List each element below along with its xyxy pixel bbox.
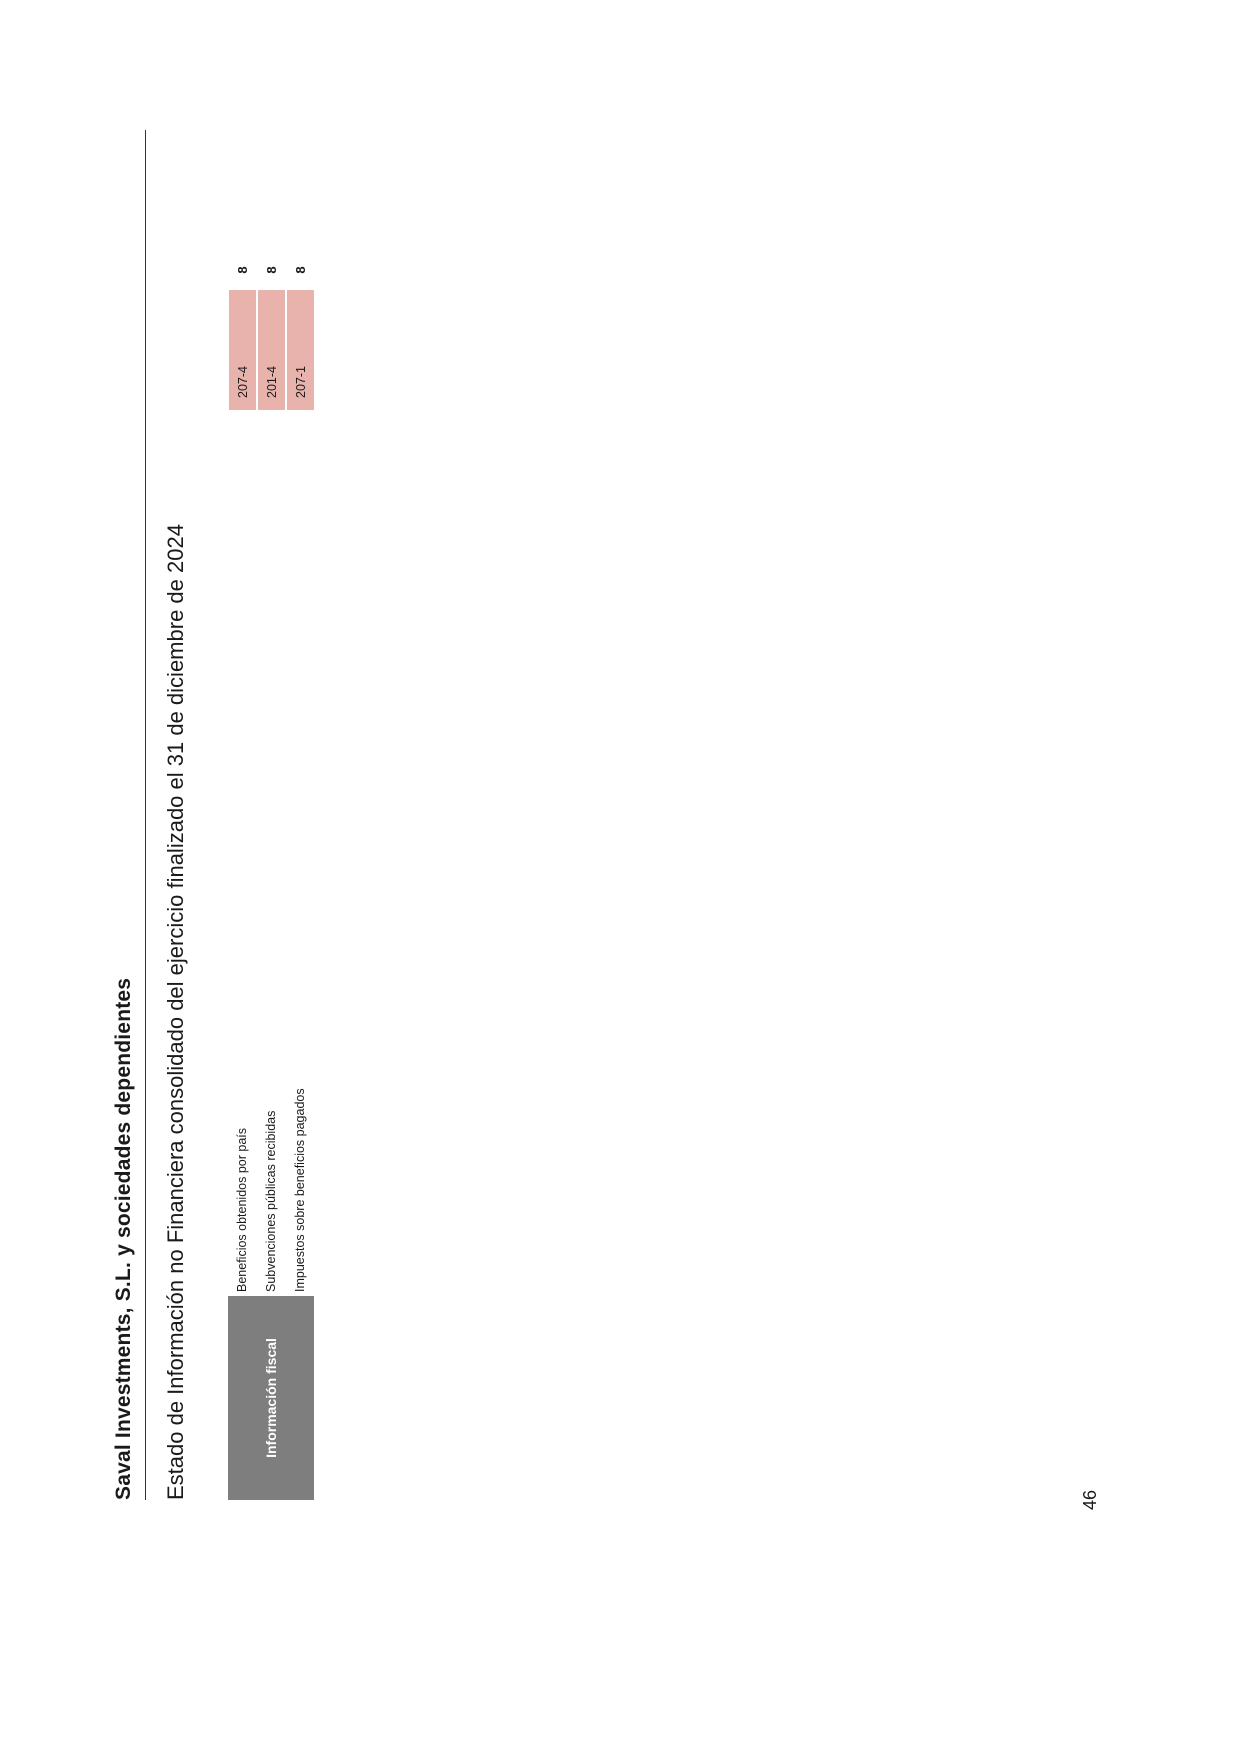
indicator-row: Beneficios obtenidos por país (235, 1128, 249, 1292)
gri-code-cell: 207-4 (229, 290, 257, 410)
company-title: Saval Investments, S.L. y sociedades dependientes (112, 977, 135, 1500)
page-reference: 8 (235, 266, 250, 274)
category-label: Información fiscal (263, 1338, 279, 1458)
indicator-list (228, 1088, 315, 1292)
code-row (286, 250, 315, 410)
report-title: Estado de Información no Financiera consolidado del ejercicio finalizado el 31 de diciembre de 2024 (163, 524, 188, 1500)
indicator-row: Subvenciones públicas recibidas (264, 1110, 278, 1292)
page-reference: 8 (264, 266, 279, 274)
header-divider (145, 130, 146, 1500)
gri-code-column (228, 250, 315, 410)
page-number: 46 (1080, 1489, 1100, 1510)
page-reference: 8 (293, 266, 308, 274)
category-label-box (228, 1296, 314, 1500)
indicator-row: Impuestos sobre beneficios pagados (293, 1088, 307, 1292)
gri-code-cell: 201-4 (258, 290, 286, 410)
gri-code-cell: 207-1 (287, 290, 315, 410)
code-row (228, 250, 257, 410)
code-row (257, 250, 286, 410)
